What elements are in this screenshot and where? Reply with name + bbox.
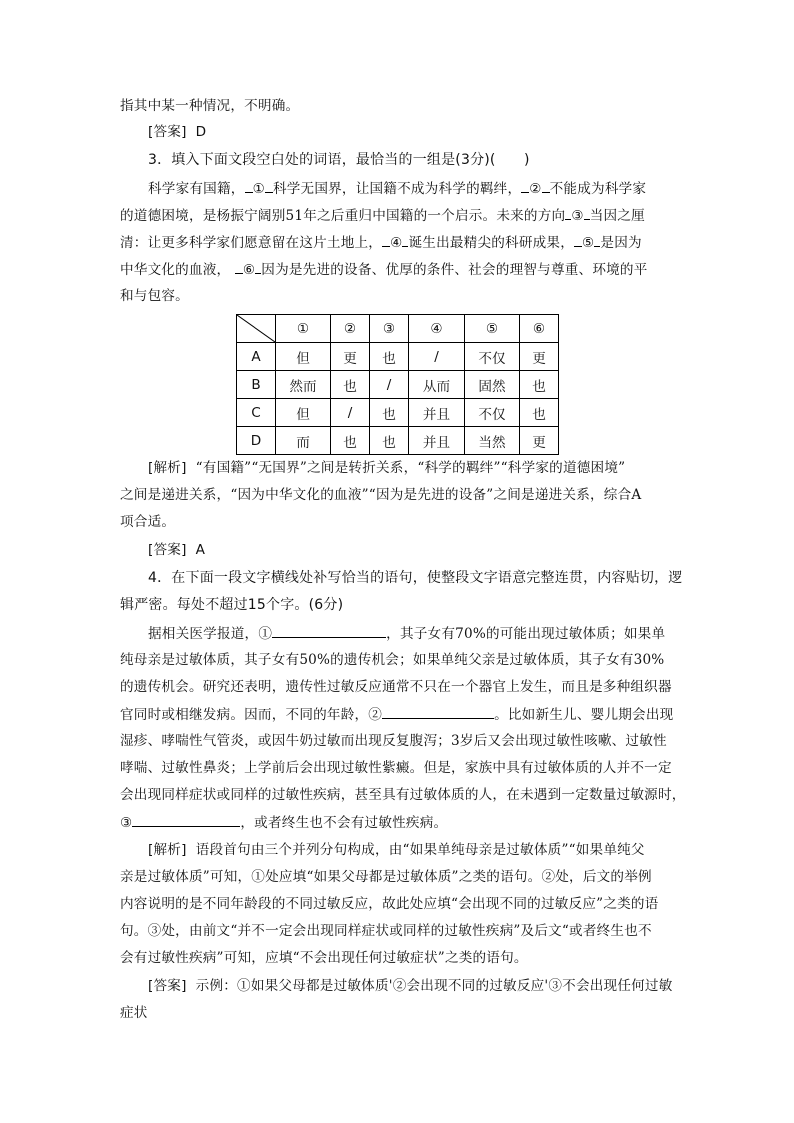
table-cell: 也	[370, 427, 409, 455]
table-header-cell: ④	[409, 315, 465, 343]
option-label: B	[237, 371, 276, 399]
table-cell: 固然	[465, 371, 520, 399]
option-label: D	[237, 427, 276, 455]
diagonal-line	[237, 315, 275, 342]
table-header-cell: ⑤	[465, 315, 520, 343]
q4-analysis-line: [解析] 语段首句由三个并列分句构成，由“如果单纯母亲是过敏体质”“如果单纯父	[148, 842, 645, 858]
answer-tag: [答案]	[148, 978, 187, 994]
table-cell: 更	[331, 343, 370, 371]
q4-passage-line: 官同时或相继发病。因而，不同的年龄，② 。比如新生儿、婴儿期会出现	[120, 704, 680, 725]
q3-passage-line: 的道德困境，是杨振宁阔别51年之后重归中国籍的一个启示。未来的方向 ③ 当因之厘	[120, 205, 680, 226]
table-row	[237, 371, 559, 399]
table-header-cell: ③	[370, 315, 409, 343]
q3-options-table	[236, 314, 559, 455]
table-cell: 也	[370, 399, 409, 427]
q4-analysis-line: 会有过敏性疾病”可知，应填“不会出现任何过敏症状”之类的语句。	[120, 950, 528, 966]
answer-value: D	[195, 124, 207, 140]
answer-blank[interactable]	[272, 623, 386, 638]
table-header-cell: ②	[331, 315, 370, 343]
answer-blank[interactable]	[132, 812, 240, 827]
answer-tag: [答案]	[148, 542, 187, 558]
table-cell: 也	[520, 371, 559, 399]
table-cell: 但	[276, 399, 331, 427]
q2-answer	[148, 122, 708, 142]
table-cell: 当然	[465, 427, 520, 455]
q4-stem: 4．在下面一段文字横线处补写恰当的语句，使整段文字语意完整连贯，内容贴切，逻	[148, 570, 683, 586]
table-cell: 并且	[409, 427, 465, 455]
table-row	[237, 427, 559, 455]
q4-passage-line: ③ ，或者终生也不会有过敏性疾病。	[120, 812, 680, 833]
analysis-tag: [解析]	[148, 460, 187, 476]
table-cell: 但	[276, 343, 331, 371]
table-cell: 更	[520, 343, 559, 371]
table-cell: 从而	[409, 371, 465, 399]
q3-passage-line: 清：让更多科学家们愿意留在这片土地上， ④ 诞生出最精尖的科研成果， ⑤ 是因为	[120, 232, 680, 253]
table-cell: 更	[520, 427, 559, 455]
table-header-row	[237, 315, 559, 343]
table-row	[237, 399, 559, 427]
carryover-line: 指其中某一种情况，不明确。	[120, 98, 300, 114]
table-cell: 不仅	[465, 399, 520, 427]
q4-answer-line: 症状	[120, 1005, 148, 1021]
q4-passage-line: 湿疹、哮喘性气管炎，或因牛奶过敏而出现反复腹泻；3岁后又会出现过敏性咳嗽、过敏性	[120, 733, 667, 749]
q3-passage-line: 科学家有国籍， ① 科学无国界，让国籍不成为科学的羁绊， ② 不能成为科学家	[148, 178, 708, 199]
q3-analysis-line: 之间是递进关系，“因为中华文化的血液”“因为是先进的设备”之间是递进关系，综合A	[120, 487, 642, 503]
table-cell: 也	[520, 399, 559, 427]
table-cell: 并且	[409, 399, 465, 427]
q4-passage-line: 据相关医学报道，① ，其子女有70%的可能出现过敏体质；如果单	[148, 623, 708, 644]
q4-analysis-line: 亲是过敏体质”可知，①处应填“如果父母都是过敏体质”之类的语句。②处，后文的举例	[120, 869, 652, 885]
answer-tag: [答案]	[148, 124, 187, 140]
table-corner-cell	[237, 315, 276, 343]
table-cell: /	[331, 399, 370, 427]
q3-stem: 3．填入下面文段空白处的词语，最恰当的一组是(3分)( )	[148, 152, 530, 168]
q3-answer	[148, 540, 708, 560]
q4-analysis-line: 句。③处，由前文“并不一定会出现同样症状或同样的过敏性疾病”及后文“或者终生也不	[120, 923, 652, 939]
q4-answer: [答案] 示例：①如果父母都是过敏体质'②会出现不同的过敏反应'③不会出现任何过敏	[148, 978, 673, 994]
answer-blank[interactable]	[382, 704, 494, 719]
q4-analysis-line: 内容说明的是不同年龄段的不同过敏反应，故此处应填“会出现不同的过敏反应”之类的语	[120, 896, 659, 912]
table-header-cell: ⑥	[520, 315, 559, 343]
analysis-tag: [解析]	[148, 842, 187, 858]
q4-stem: 辑严密。每处不超过15个字。(6分)	[120, 597, 344, 613]
table-row	[237, 343, 559, 371]
table-cell: 而	[276, 427, 331, 455]
table-cell: 然而	[276, 371, 331, 399]
table-cell: 也	[331, 371, 370, 399]
table-cell: 也	[331, 427, 370, 455]
q3-analysis-line: [解析] “有国籍”“无国界”之间是转折关系，“科学的羁绊”“科学家的道德困境”	[148, 460, 626, 476]
q4-passage-line: 纯母亲是过敏体质，其子女有50%的遗传机会；如果单纯父亲是过敏体质，其子女有30%	[120, 652, 665, 668]
table-cell: 不仅	[465, 343, 520, 371]
q4-passage-line: 哮喘、过敏性鼻炎；上学前后会出现过敏性紫癜。但是，家族中具有过敏体质的人并不一定	[120, 760, 672, 776]
q3-analysis-line: 项合适。	[120, 514, 176, 530]
table-cell: /	[370, 371, 409, 399]
table-cell: /	[409, 343, 465, 371]
table-header-cell: ①	[276, 315, 331, 343]
option-label: C	[237, 399, 276, 427]
answer-value: A	[195, 542, 206, 558]
table-cell: 也	[370, 343, 409, 371]
option-label: A	[237, 343, 276, 371]
q3-passage-line: 和与包容。	[120, 288, 189, 304]
q4-passage-line: 的遗传机会。研究还表明，遗传性过敏反应通常不只在一个器官上发生，而且是多种组织器	[120, 679, 672, 695]
q4-passage-line: 会出现同样症状或同样的过敏性疾病，甚至具有过敏体质的人，在未遇到一定数量过敏源时，	[120, 787, 686, 803]
q3-passage-line: 中华文化的血液， ⑥ 因为是先进的设备、优厚的条件、社会的理智与尊重、环境的平	[120, 259, 680, 280]
